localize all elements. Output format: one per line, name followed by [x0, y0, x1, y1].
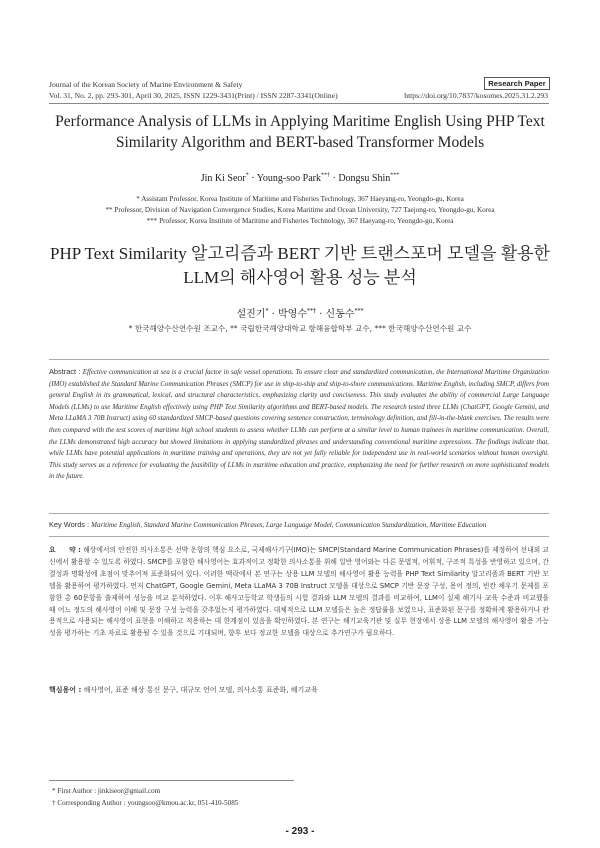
abstract-divider-top [49, 359, 549, 360]
author-separator: · [329, 173, 339, 184]
author-name: 박영수 [278, 309, 307, 320]
author-separator: · [315, 309, 326, 320]
keywords-ko-label: 핵심용어 : [49, 686, 84, 694]
journal-volume-info: Vol. 31, No. 2, pp. 293-301, April 30, 2025, ISSN 1229-3431(Print) / ISSN 2287-3341(Online) [49, 91, 338, 100]
abstract-divider-bottom [49, 536, 549, 537]
author-mark: **† [320, 172, 330, 179]
keywords-text: Maritime English, Standard Marine Communication Phrases, Large Language Model, Communication Standardization, Maritime Education [91, 521, 487, 529]
footnote-first-author [52, 787, 160, 795]
affiliation-en: *** Professor, Korea Institute of Maritime and Fisheries Technology, 367 Haeyang-ro, Yeongdo-gu, Korea [146, 217, 454, 225]
summary-text: 해상에서의 안전한 의사소통은 선박 운항의 핵심 요소로, 국제해사기구(IMO)는 SMCP(Standard Marine Communication Phrases)를 제정하여 선내외 교신에서 활용할 수 있도록 하였다. SMCP를 포함한 해사영어는 효과적이고 정확한 의사소통을 위해 일반 영어와는 다른 문법적, 어휘적, 구조적 특성을 반영하고 있으며, 간결성과 명확성에 초점이 맞추어져 표준화되어 있다. 이러한 맥락에서 본 연구는 상용 LLM 모델의 해사영어 활용 능력을 PHP Text Similarity 알고리즘과 BERT 기반 모델을 활용하여 평가하였다. 먼저 ChatGPT, Google Gemini, Meta LLaMA 3 70B Instruct 모델을 대상으로 SMCP 기반 문장 구성, 용어 정의, 빈칸 채우기 문제를 포함한 총 60문항을 출제하여 성능을 비교 분석하였다. 이후 해사고등학교 학생들의 시험 결과와 LLM 모델의 결과를 비교하여, LLM이 실제 해기사 교육 수준과 비교했을 때 어느 정도의 해사영어 이해 및 문장 구성 능력을 갖추었는지 평가하였다. 대체적으로 LLM 모델들은 높은 정답률을 보였으나, 표준화된 문구를 정확하게 활용하거나 관용적으로 사용되는 해사영어 표현을 이해하고 적용하는 데 한계점이 있음을 확인하였다. 본 연구는 해기교육기관 및 실무 현장에서 상용 LLM 모델의 해사영어 활용 가능성을 평가하는 기초 자료로 활용될 수 있을 것으로 기대되며, 향후 보다 정교한 모델을 대상으로 추가연구가 필요하다. [49, 546, 549, 638]
summary-label: 요 약 : [49, 546, 84, 554]
paper-title-ko: PHP Text Similarity 알고리즘과 BERT 기반 트랜스포머 모델을 활용한 LLM의 해사영어 활용 성능 분석 [50, 244, 550, 287]
author-name: 신동수 [325, 309, 355, 320]
footnote-text: First Author : jinkiseor@gmail.com [57, 787, 161, 795]
author-separator: · [248, 173, 257, 184]
author-mark: * [265, 307, 269, 315]
abstract-label: Abstract : [49, 367, 83, 376]
abstract-en [49, 366, 549, 483]
keywords-ko [49, 685, 549, 695]
footnote-corresponding-author [52, 799, 238, 807]
author-list-ko [0, 305, 600, 320]
abstract-ko [49, 545, 549, 640]
abstract-divider-mid [49, 513, 549, 514]
footnote-text: Corresponding Author : youngsoo@kmou.ac.kr, 051-410-5085 [57, 799, 239, 807]
affiliation-en: * Assistant Professor, Korea Institute of Maritime and Fisheries Technology, 367 Haeyang-ro, Yeongdo-gu, Korea [136, 195, 464, 203]
author-name: Young-soo Park [256, 173, 321, 184]
author-mark: * [245, 172, 249, 179]
author-list-en [0, 173, 600, 184]
header-divider [49, 103, 549, 104]
page-number: - 293 - [285, 826, 315, 837]
footnote-mark: † [52, 799, 56, 807]
author-mark: *** [390, 172, 400, 179]
journal-name: Journal of the Korean Society of Marine Environment & Safety [49, 80, 243, 89]
author-name: Dongsu Shin [338, 173, 391, 184]
doi-link[interactable]: https://doi.org/10.7837/kosomes.2025.31.2.293 [404, 91, 548, 100]
affiliation-ko: * 한국해양수산연수원 조교수, ** 국립한국해양대학교 항해융합학부 교수, *** 한국해양수산연수원 교수 [128, 324, 472, 333]
footnote-mark: * [52, 787, 56, 795]
footnote-divider [49, 780, 294, 781]
author-separator: · [268, 309, 278, 320]
article-type-badge: Research Paper [484, 77, 550, 90]
journal-header [49, 79, 338, 101]
author-mark: **† [306, 307, 316, 315]
paper-title-en: Performance Analysis of LLMs in Applying Maritime English Using PHP Text Similarity Algorithm and BERT-based Transformer Models [55, 113, 545, 151]
keywords-en [49, 520, 549, 529]
author-mark: *** [354, 307, 364, 315]
keywords-label: Key Words : [49, 520, 92, 529]
author-name: Jin Ki Seor [200, 173, 246, 184]
keywords-ko-text: 해사영어, 표준 해상 통신 문구, 대규모 언어 모델, 의사소통 표준화, 해기교육 [83, 686, 318, 694]
affiliation-en: ** Professor, Division of Navigation Convergence Studies, Korea Maritime and Ocean University, 727 Taejong-ro, Yeongdo-gu, Korea [105, 206, 495, 214]
author-name: 설진기 [236, 309, 266, 320]
abstract-text: Effective communication at sea is a crucial factor in safe vessel operations. To ensure clear and standardized communication, the International Maritime Organization (IMO) established the Standard Marine Communication Phrases (SMCP) for use in ship-to-ship and ship-to-shore communications. Maritime English, including SMCP, differs from general English in its grammatical, lexical, and structural characteristics, emphasizing clarity and conciseness. This study evaluates the ability of commercial Large Language Models (LLMs) to use Maritime English effectively using PHP Text Similarity algorithms and BERT-based models. The research tested three LLMs (ChatGPT, Google Gemini, and Meta LLaMA 3 70B Instruct) using 60 standardized SMCP-based questions covering sentence construction, terminology definition, and fill-in-the-blank exercises. The results were then compared with the test scores of maritime high school students to assess whether LLMs can perform at a similar level to human trainees in maritime communication. Overall, the LLMs demonstrated high accuracy but showed limitations in applying standardized phrases and understanding conventional maritime expressions. The findings indicate that, while LLMs have potential applications in maritime training and operations, they are not yet fully reliable for independent use in real-world scenarios without human oversight. This study serves as a reference for evaluating the feasibility of LLMs in maritime education and practice, emphasizing the need for further research on more sophisticated models in the future. [49, 369, 549, 481]
